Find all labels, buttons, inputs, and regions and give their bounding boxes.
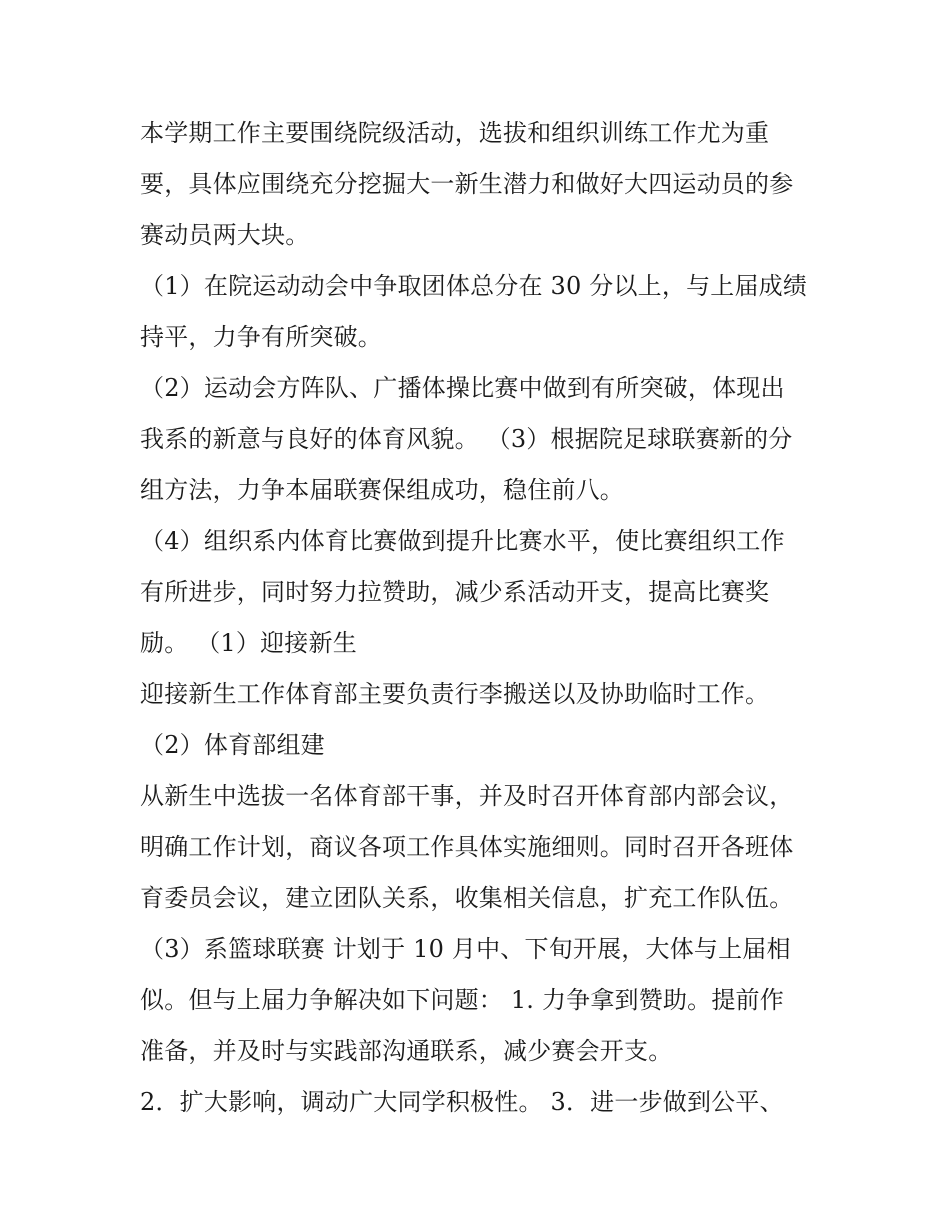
text-line: （2）体育部组建 <box>140 731 325 759</box>
text-line: 似。但与上届力争解决如下问题： 1. 力争拿到赞助。提前作 <box>140 986 784 1014</box>
text-line: 本学期工作主要围绕院级活动，选拔和组织训练工作尤为重 <box>140 119 770 147</box>
text-line: 赛动员两大块。 <box>140 221 310 249</box>
text-line: 励。 （1）迎接新生 <box>140 629 357 657</box>
text-line: 持平，力争有所突破。 <box>140 323 382 351</box>
text-line: 我系的新意与良好的体育风貌。 （3）根据院足球联赛新的分 <box>140 425 793 453</box>
text-line: 明确工作计划，商议各项工作具体实施细则。同时召开各班体 <box>140 833 794 861</box>
text-line: （2）运动会方阵队、广播体操比赛中做到有所突破，体现出 <box>140 374 785 402</box>
text-line: 迎接新生工作体育部主要负责行李搬送以及协助临时工作。 <box>140 680 770 708</box>
text-line: 组方法，力争本届联赛保组成功，稳住前八。 <box>140 476 624 504</box>
document-body <box>140 108 820 1128</box>
text-line: （4）组织系内体育比赛做到提升比赛水平，使比赛组织工作 <box>140 527 785 555</box>
text-line: （3）系篮球联赛 计划于 10 月中、下旬开展，大体与上届相 <box>140 935 791 963</box>
text-line: 2．扩大影响，调动广大同学积极性。 3．进一步做到公平、 <box>140 1088 784 1116</box>
text-line: 从新生中选拔一名体育部干事，并及时召开体育部内部会议， <box>140 782 794 810</box>
text-line: 有所进步，同时努力拉赞助，减少系活动开支，提高比赛奖 <box>140 578 770 606</box>
text-line: （1）在院运动动会中争取团体总分在 30 分以上，与上届成绩 <box>140 272 808 300</box>
text-line: 准备，并及时与实践部沟通联系，减少赛会开支。 <box>140 1037 673 1065</box>
text-line: 要，具体应围绕充分挖掘大一新生潜力和做好大四运动员的参 <box>140 170 794 198</box>
text-line: 育委员会议，建立团队关系，收集相关信息，扩充工作队伍。 <box>140 884 794 912</box>
